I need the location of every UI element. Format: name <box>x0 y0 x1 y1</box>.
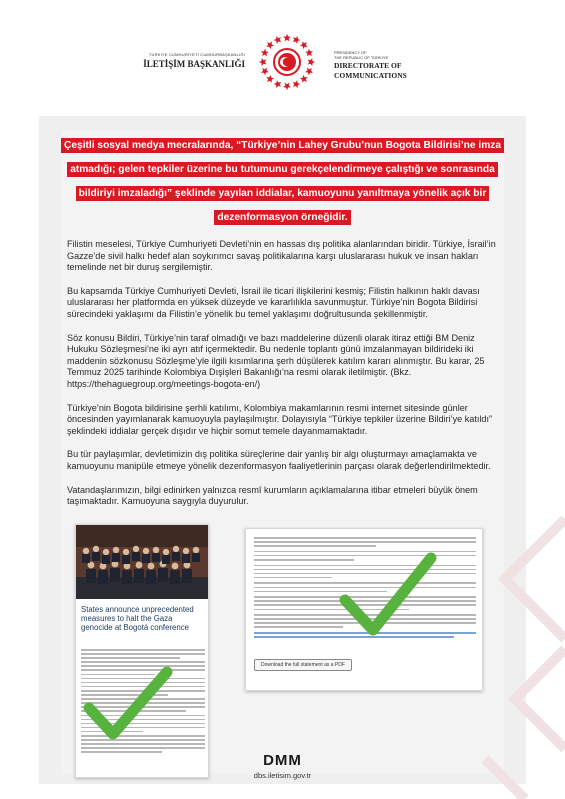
seal-star <box>305 68 313 76</box>
dmm-logo: DMM <box>263 752 302 769</box>
paragraph-3: Söz konusu Bildiri, Türkiye’nin taraf olmadığı ve bazı maddelerine düzenli olarak itiraz ettiği BM Deniz Hukuku Sözleşmesi’ne iki ayrı atıf içermektedir. Bu nedenle toplantı günü imzalanmayan bildirideki iki maddenin sözkonusu Sözleşme’yle ilgili kısımlarına şerh düşülerek katılım kararı alınmıştır. Bu karar, 25 Temmuz 2025 tarihinde Kolombiya Dışişleri Bakanlığı’na resmi olarak iletilmiştir. (Bkz. https://thehaguegroup.org/meetings-bogota-en/) <box>67 332 485 389</box>
paragraph-4: Türkiye’nin Bogota bildirisine şerhli katılımı, Kolombiya makamlarının resmi internet sitesinde günler öncesinden yayımlanarak kamuoyuyla paylaşılmıştır. Dolayısıyla “Türkiye tepkiler üzerine Bildiri’ye katıldı” şeklindeki iddialar gerçek dışıdır ve hiçbir somut temele dayanmamaktadır. <box>67 402 493 436</box>
seal-star <box>300 41 308 49</box>
presidency-label-en-2: THE REPUBLIC OF TÜRKİYE <box>334 55 389 60</box>
paragraph-1: Filistin meselesi, Türkiye Cumhuriyeti Devleti’nin en hassas dış politika alanlarından biridir. Türkiye, İsrail’in Gazze’de sivil halkı hedef alan soykırımcı savaş politikalarına karşı uluslararası hukuk ve insan hakları temelinde net bir duruş sergilemiştir. <box>67 239 496 273</box>
seal-star <box>305 49 313 57</box>
seal-star <box>283 34 291 42</box>
seal-star <box>261 68 269 76</box>
green-check-icon <box>339 550 437 640</box>
green-check-icon <box>83 664 173 744</box>
headline-text: Çeşitli sosyal medya mecralarında, “Türkiye’nin Lahey Grubu’nun Bogota Bildirisi’ne imza atmadığı; gelen tepkiler üzerine bu tutumunu gerekçelendirmeye çalıştığı ve sonrasında bildiriyi imzaladığı” şeklinde yayılan iddialar, kamuoyunu yanıltmaya yönelik açık bir dezenformasyon örneğidir. <box>61 138 504 225</box>
seal-star <box>261 49 269 57</box>
seal-star <box>266 75 274 83</box>
directorate-name-tr <box>120 52 245 69</box>
directorate-title-tr: İLETİŞİM BAŞKANLIĞI <box>143 59 245 69</box>
presidential-seal-icon <box>255 30 319 94</box>
presidency-label-en-1: PRESIDENCY OF <box>334 50 367 55</box>
seal-star <box>259 58 267 66</box>
seal-star <box>293 80 301 88</box>
seal-star <box>293 36 301 44</box>
page-footer <box>0 752 565 780</box>
directorate-title-en-1: DIRECTORATE OF <box>334 61 402 70</box>
page-header <box>0 0 565 110</box>
directorate-name-en <box>334 50 474 80</box>
footer-website[interactable]: dbs.iletisim.gov.tr <box>253 771 312 780</box>
directorate-title-en-2: COMMUNICATIONS <box>334 71 407 80</box>
seal-star <box>300 75 308 83</box>
paragraph-6: Vatandaşlarımızın, bilgi edinirken yalnızca resmî kurumların açıklamalarına itibar etmeleri büyük önem taşımaktadır. Kamuoyuna saygıyla duyurulur. <box>67 484 478 507</box>
seal-star <box>308 58 316 66</box>
seal-star <box>266 41 274 49</box>
headline <box>61 133 504 229</box>
evidence-screenshots <box>75 524 487 780</box>
seal-star <box>283 83 291 91</box>
group-photo <box>76 525 209 599</box>
paragraph-2: Bu kapsamda Türkiye Cumhuriyeti Devleti, İsrail ile ticari ilişkilerini kesmiş; Filistin halkının haklı davası uluslararası her platformda en yüksek düzeyde ve kararlılıkla savunmuştur. Türkiye’nin Bogota Bildirisi sürecindeki yaklaşımı da Filistin’e yönelik bu temel yaklaşımı doğrultusunda şekillenmiştir. <box>67 285 480 319</box>
statement-body <box>61 239 504 508</box>
presidency-label-tr: TÜRKİYE CUMHURİYETİ CUMHURBAŞKANLIĞI <box>148 52 245 57</box>
seal-star <box>274 80 282 88</box>
seal-star <box>274 36 282 44</box>
download-pdf-button[interactable]: Download the full statement as a PDF <box>254 659 352 671</box>
paragraph-5: Bu tür paylaşımlar, devletimizin dış politika süreçlerine dair yanlış bir algı oluşturmayı amaçlamakta ve kamuoyunu manipüle etmeye yönelik dezenformasyon faaliyetlerinin parçası olarak değerlendirilmektedir. <box>67 449 491 471</box>
article-headline: States announce unprecedented measures to halt the Gaza genocide at Bogotá conference <box>81 605 194 632</box>
